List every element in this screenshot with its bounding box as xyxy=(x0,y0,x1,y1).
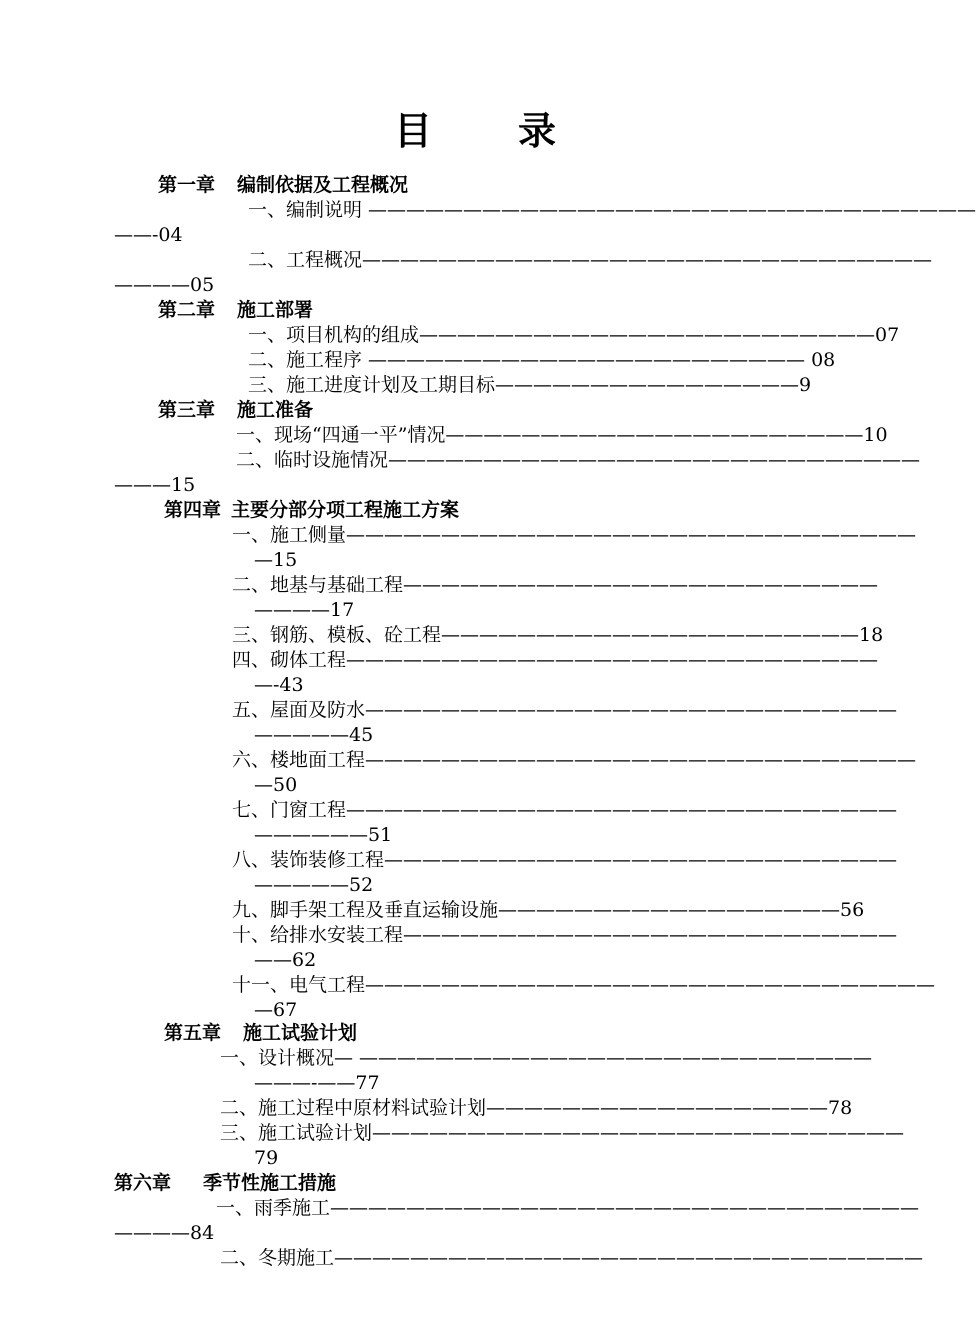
toc-item-continuation: —67 xyxy=(254,999,298,1021)
toc-item-continuation: ——-04 xyxy=(114,224,183,246)
toc-item: 二、临时设施情况———————————————————————————— xyxy=(236,449,921,471)
title-right: 录 xyxy=(518,108,557,153)
toc-item: 二、工程概况—————————————————————————————— xyxy=(248,249,933,271)
toc-item: 八、装饰装修工程——————————————————————————— xyxy=(232,849,898,871)
toc-item-continuation: ————05 xyxy=(114,274,215,296)
toc-item: 一、编制说明 ———————————————————————————————— xyxy=(248,199,976,221)
toc-item: 二、施工程序 ——————————————————————— 08 xyxy=(248,349,836,371)
chapter-3 xyxy=(158,398,313,423)
chapter-2 xyxy=(158,298,313,323)
toc-item: 五、屋面及防水———————————————————————————— xyxy=(232,699,898,721)
toc-item: 三、施工试验计划———————————————————————————— xyxy=(220,1122,905,1144)
toc-item-continuation: 79 xyxy=(254,1147,279,1169)
toc-item-continuation: ———15 xyxy=(114,474,196,496)
chapter-6 xyxy=(114,1171,336,1196)
toc-item-continuation: ——62 xyxy=(254,949,317,971)
toc-item: 一、项目机构的组成————————————————————————07 xyxy=(248,324,900,346)
toc-item: 一、施工侧量—————————————————————————————— xyxy=(232,524,917,546)
toc-item: 一、设计概况— ——————————————————————————— xyxy=(220,1047,873,1069)
chapter-number: 第三章 xyxy=(158,399,216,421)
chapter-title: 季节性施工措施 xyxy=(203,1172,337,1194)
toc-item-continuation: —-43 xyxy=(254,674,304,696)
toc-item: 六、楼地面工程————————————————————————————— xyxy=(232,749,917,771)
toc-item: 十、给排水安装工程—————————————————————————— xyxy=(232,924,898,946)
toc-item: 七、门窗工程————————————————————————————— xyxy=(232,799,898,821)
toc-item-continuation: —15 xyxy=(254,549,298,571)
chapter-title: 施工试验计划 xyxy=(243,1022,358,1044)
toc-item: 二、地基与基础工程————————————————————————— xyxy=(232,574,879,596)
toc-item: 九、脚手架工程及垂直运输设施——————————————————56 xyxy=(232,899,865,921)
chapter-title: 编制依据及工程概况 xyxy=(237,174,409,196)
chapter-4 xyxy=(164,498,459,523)
page-title xyxy=(0,100,950,155)
toc-item: 四、砌体工程———————————————————————————— xyxy=(232,649,879,671)
toc-item: 一、现场“四通一平”情况——————————————————————10 xyxy=(236,424,888,446)
title-left: 目 xyxy=(393,108,432,153)
toc-item-continuation: ———-——77 xyxy=(254,1072,380,1094)
toc-item: 十一、电气工程—————————————————————————————— xyxy=(232,974,936,996)
chapter-number: 第五章 xyxy=(164,1022,222,1044)
chapter-title: 施工部署 xyxy=(237,299,314,321)
chapter-number: 第六章 xyxy=(114,1172,172,1194)
toc-item-continuation: —50 xyxy=(254,774,298,796)
toc-item-continuation: ————17 xyxy=(254,599,355,621)
chapter-number: 第一章 xyxy=(158,174,216,196)
toc-item: 三、钢筋、模板、砼工程——————————————————————18 xyxy=(232,624,884,646)
toc-item-continuation: ——————51 xyxy=(254,824,393,846)
chapter-5 xyxy=(164,1021,357,1046)
toc-item-continuation: —————45 xyxy=(254,724,374,746)
toc-item: 三、施工进度计划及工期目标————————————————9 xyxy=(248,374,812,396)
chapter-title: 施工准备 xyxy=(237,399,314,421)
toc-item: 二、冬期施工——————————————————————————————— xyxy=(220,1247,924,1269)
toc-item: 一、雨季施工——————————————————————————————— xyxy=(216,1197,920,1219)
chapter-1 xyxy=(158,173,408,198)
toc-item-continuation: ————84 xyxy=(114,1222,215,1244)
chapter-number: 第二章 xyxy=(158,299,216,321)
chapter-title: 主要分部分项工程施工方案 xyxy=(231,499,460,521)
toc-item: 二、施工过程中原材料试验计划——————————————————78 xyxy=(220,1097,853,1119)
toc-item-continuation: —————52 xyxy=(254,874,374,896)
chapter-number: 第四章 xyxy=(164,499,222,521)
